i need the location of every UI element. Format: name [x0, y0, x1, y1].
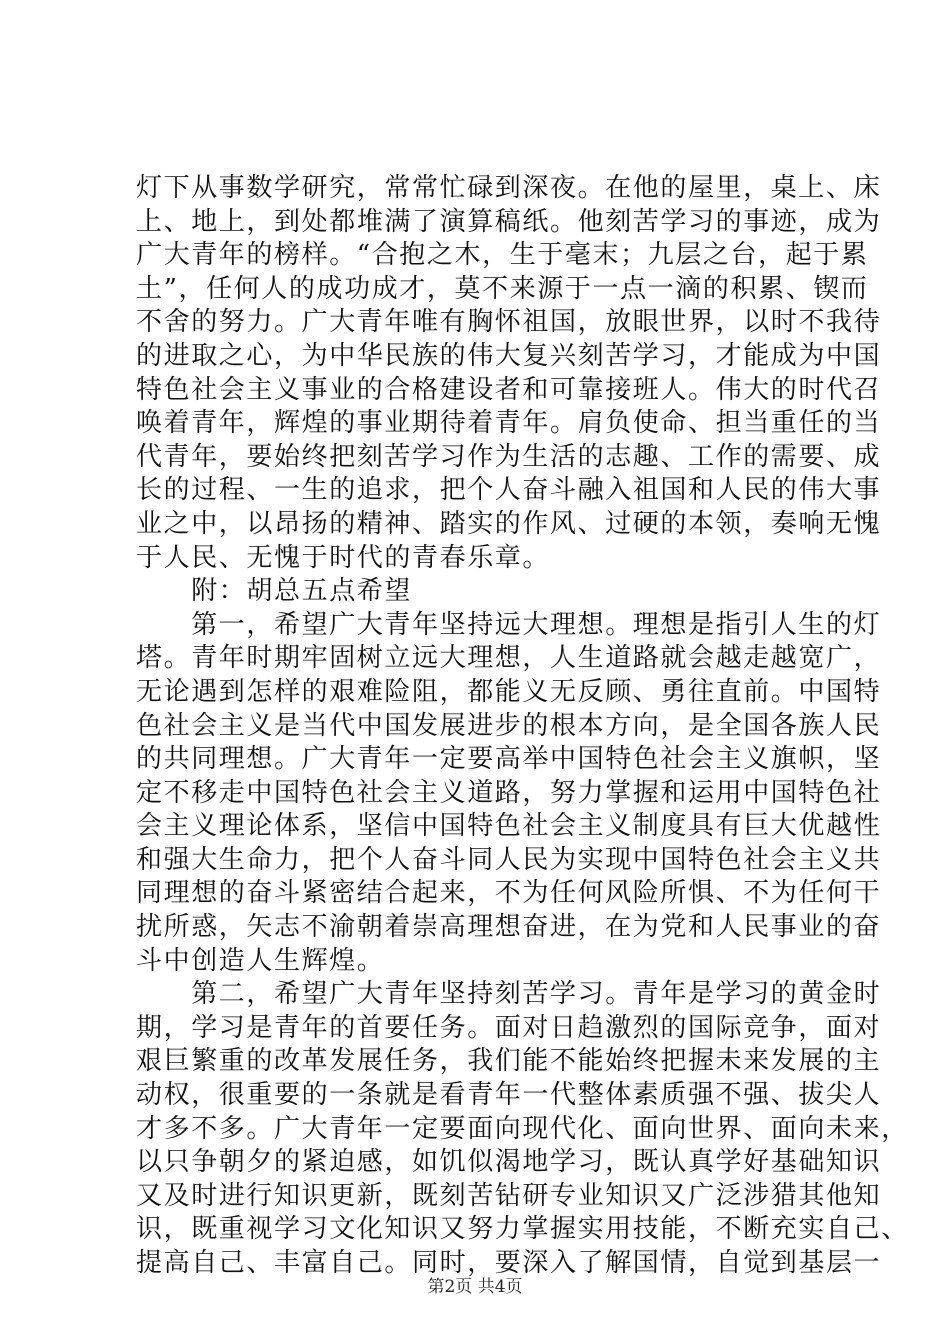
text-line: 上、地上，到处都堆满了演算稿纸。他刻苦学习的事迹，成为 [136, 206, 882, 237]
text-line: 第一，希望广大青年坚持远大理想。理想是指引人生的灯 [136, 609, 882, 640]
text-line: 于人民、无愧于时代的青春乐章。 [136, 542, 551, 573]
text-line: 特色社会主义事业的合格建设者和可靠接班人。伟大的时代召 [136, 374, 882, 405]
text-line: 艰巨繁重的改革发展任务，我们能不能始终把握未来发展的主 [136, 1046, 882, 1077]
page-footer: 第2页 共4页 [427, 1277, 523, 1297]
text-line: 动权，很重要的一条就是看青年一代整体素质强不强、拔尖人 [136, 1080, 882, 1111]
text-line: 长的过程、一生的追求，把个人奋斗融入祖国和人民的伟大事 [136, 475, 882, 506]
text-line: 不舍的努力。广大青年唯有胸怀祖国，放眼世界，以时不我待 [136, 307, 882, 338]
text-line: 塔。青年时期牢固树立远大理想，人生道路就会越走越宽广， [136, 643, 882, 674]
text-line: 定不移走中国特色社会主义道路，努力掌握和运用中国特色社 [136, 777, 882, 808]
text-line: 又及时进行知识更新，既刻苦钻研专业知识又广泛涉猎其他知 [136, 1180, 882, 1211]
text-line: 唤着青年，辉煌的事业期待着青年。肩负使命、担当重任的当 [136, 408, 882, 439]
text-line: 色社会主义是当代中国发展进步的根本方向，是全国各族人民 [136, 710, 882, 741]
text-line: 和强大生命力，把个人奋斗同人民为实现中国特色社会主义共 [136, 844, 882, 875]
text-line: 灯下从事数学研究，常常忙碌到深夜。在他的屋里，桌上、床 [136, 173, 882, 203]
text-line: 业之中，以昂扬的精神、踏实的作风、过硬的本领，奏响无愧 [136, 508, 882, 539]
text-line: 期，学习是青年的首要任务。面对日趋激烈的国际竞争，面对 [136, 1012, 882, 1043]
text-line: 提高自己、丰富自己。同时，要深入了解国情，自觉到基层一 [136, 1248, 882, 1278]
text-line: 附：胡总五点希望 [136, 576, 413, 607]
text-line: 的共同理想。广大青年一定要高举中国特色社会主义旗帜，坚 [136, 744, 882, 775]
text-line: 第二，希望广大青年坚持刻苦学习。青年是学习的黄金时 [136, 979, 882, 1010]
text-line: 识，既重视学习文化知识又努力掌握实用技能，不断充实自己、 [136, 1214, 909, 1245]
text-line: 才多不多。广大青年一定要面向现代化、面向世界、面向未来， [136, 1113, 909, 1144]
text-line: 扰所惑，矢志不渝朝着崇高理想奋进，在为党和人民事业的奋 [136, 912, 882, 943]
text-line: 同理想的奋斗紧密结合起来，不为任何风险所惧、不为任何干 [136, 878, 882, 909]
text-line: 会主义理论体系，坚信中国特色社会主义制度具有巨大优越性 [136, 811, 882, 842]
text-line: 广大青年的榜样。“合抱之木，生于毫末；九层之台，起于累 [136, 240, 869, 271]
text-line: 土”，任何人的成功成才，莫不来源于一点一滴的积累、锲而 [136, 273, 869, 304]
text-line: 无论遇到怎样的艰难险阻，都能义无反顾、勇往直前。中国特 [136, 676, 882, 707]
text-line: 以只争朝夕的紧迫感，如饥似渴地学习，既认真学好基础知识 [136, 1147, 882, 1178]
text-line: 斗中创造人生辉煌。 [136, 945, 385, 976]
body-text [136, 172, 909, 1281]
text-line: 代青年，要始终把刻苦学习作为生活的志趣、工作的需要、成 [136, 441, 882, 472]
text-line: 的进取之心，为中华民族的伟大复兴刻苦学习，才能成为中国 [136, 340, 882, 371]
